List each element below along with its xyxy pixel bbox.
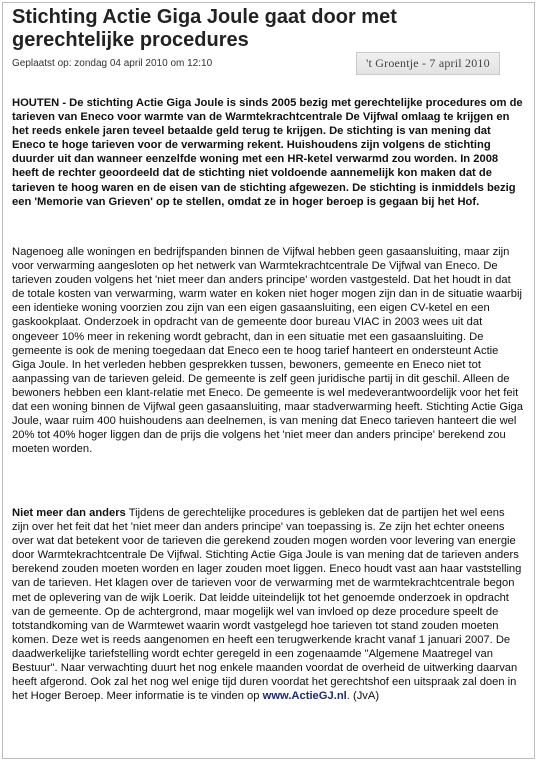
newspaper-clipping-label: 't Groentje - 7 april 2010 bbox=[356, 52, 500, 75]
body-paragraph-section bbox=[12, 506, 524, 703]
posted-date: Geplaatst op: zondag 04 april 2010 om 12:10 bbox=[12, 58, 213, 69]
section-text: Tijdens de gerechtelijke procedures is gebleken dat de partijen het wel eens zijn over het feit dat het 'niet meer dan anders principe' van toepassing is. Ze zijn het echter oneens over wat dat betekent voor de tarieven die gerekend zouden mogen worden voor levering van energie door Warmtekrachtcentrale De Vijfwal. Stichting Actie Giga Joule is van mening dat de tarieven anders berekend zouden moeten worden en lager zouden moet liggen. Eneco houdt vast aan haar vaststelling van de tarieven. Het klagen over de tarieven voor de verwarming met de warmtekrachtcentrale begon met de oplevering van de wijk Loerik. Dat leidde uiteindelijk tot het genoemde onderzoek in opdracht van de gemeente. Op de achtergrond, maar mogelijk wel van invloed op deze procedure speelt de totstandkoming van de Warmtewet waarin wordt vastgelegd hoe tarieven tot stand zouden moeten komen. Deze wet is reeds aangenomen en heeft een terugwerkende kracht vanaf 1 januari 2007. De daadwerkelijke tariefstelling wordt echter geregeld in een zogenaamde "Algemene Maatregel van Bestuur". Naar verwachting duurt het nog enkele maanden voordat de overheid de uitwerking daarvan heeft afgerond. Ook zal het nog wel enige tijd duren voordat het gerechtshof een uitspraak zal doen in het Hoger Beroep. Meer informatie is te vinden op bbox=[12, 507, 522, 703]
section-subheading: Niet meer dan anders bbox=[12, 507, 126, 519]
website-link[interactable]: www.ActieGJ.nl bbox=[262, 690, 347, 703]
intro-paragraph: HOUTEN - De stichting Actie Giga Joule is sinds 2005 bezig met gerechtelijke procedures om de tarieven van Eneco voor warmte van de Warmtekrachtcentrale De Vijfwal omlaag te krijgen en het reeds enkele jaren teveel betaalde geld terug te krijgen. De stichting is van mening dat Eneco te hoge tarieven voor de verwarming rekent. Huishoudens zijn volgens de stichting duurder uit dan wanneer eenzelfde woning met een HR-ketel verwarmd zou worden. In 2008 heeft de rechter geoordeeld dat de stichting niet voldoende aannemelijk kon maken dat de tarieven te hoog waren en de eisen van de stichting afgewezen. De stichting is inmiddels bezig een 'Memorie van Grieven' op te stellen, omdat ze in hoger beroep is gegaan bij het Hof. bbox=[12, 97, 523, 208]
article-title: Stichting Actie Giga Joule gaat door met gerechtelijke procedures bbox=[12, 6, 397, 51]
author-signature: . (JvA) bbox=[346, 690, 380, 703]
body-paragraph: Nagenoeg alle woningen en bedrijfspanden binnen de Vijfwal hebben geen gasaansluiting, maar zijn voor verwarming aangesloten op het netwerk van Warmtekrachtcentrale De Vijfwal van Eneco. De tarieven zouden volgens het 'niet meer dan anders principe' worden vastgesteld. Dat het houdt in dat de totale kosten van verwarming, warm water en koken niet hoger mogen zijn dan in de situatie waarbij een identieke woning voorzien zou zijn van een eigen gasaansluiting, een eigen CV-ketel en een gaskookplaat. Onderzoek in opdracht van de gemeente door bureau VIAC in 2003 wees uit dat ongeveer 10% meer in rekening wordt gebracht, dan in een situatie met een gasaansluiting. De gemeente is ook de mening toegedaan dat Eneco een te hoog tarief hanteert en ondersteunt Actie Giga Joule. In het verleden hebben gesprekken tussen, bewoners, gemeente en Eneco niet tot aanpassing van de tarieven geleid. De gemeente is zelf geen juridische partij in dit geschil. Alleen de bewoners hebben een klant-relatie met Eneco. De gemeente is wel medeverantwoordelijk voor het feit dat een woning binnen de Vijfwal geen gasaansluiting, maar stadverwarming heeft. Stichting Actie Giga Joule, waar ruim 400 huishoudens aan deelnemen, is van mening dat Eneco tarieven hanteert die wel 20% tot 40% hoger liggen dan de prijs die volgens het 'niet meer dan anders principe' berekend zou moeten worden. bbox=[12, 246, 524, 456]
